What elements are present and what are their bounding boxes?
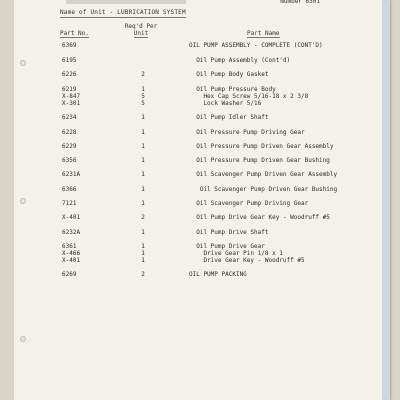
quantity: 1: [141, 114, 145, 121]
part-name: Oil Scavenger Pump Driven Gear Assembly: [189, 171, 338, 178]
quantity: 1: [141, 129, 145, 136]
part-number: 6366: [62, 186, 77, 193]
part-number: 6231A: [62, 171, 81, 178]
page-number-label: Number 6301: [280, 0, 320, 5]
part-name: Oil Pump Drive Gear Key - Woodruff #5: [189, 214, 330, 221]
document-page: [14, 0, 390, 400]
quantity: 1: [141, 186, 145, 193]
part-name: Oil Pressure Pump Driving Gear: [189, 129, 305, 136]
quantity: 1 1 1: [141, 243, 145, 264]
part-number: 6361 X-466 X-401: [62, 243, 81, 264]
part-name: Oil Pump Body Gasket: [189, 71, 269, 78]
part-number: 6229: [62, 143, 77, 150]
part-number: 6369: [62, 42, 77, 49]
part-name: Oil Pressure Pump Driven Gear Bushing: [189, 157, 330, 164]
req-header-line1: Req'd Per: [124, 23, 158, 30]
part-name: Oil Pump Pressure Body Hex Cap Screw 5/16-18 x 2 3/8 Lock Washer 5/16: [196, 86, 309, 107]
part-number: 7121: [62, 200, 77, 207]
part-number: X-401: [62, 214, 81, 221]
part-number: 6234: [62, 114, 77, 121]
part-name: Oil Pressure Pump Driven Gear Assembly: [189, 143, 334, 150]
part-number: 6219 X-847 X-301: [62, 86, 81, 107]
part-name: Oil Pump Drive Shaft: [189, 229, 269, 236]
quantity: 1: [141, 200, 145, 207]
page-edge: [382, 0, 390, 400]
part-number: 6356: [62, 157, 77, 164]
part-number: 6226: [62, 71, 77, 78]
punch-hole: [20, 336, 26, 342]
part-name: Oil Scavenger Pump Driven Gear Bushing: [189, 186, 338, 193]
cut-off-title: [66, 0, 186, 4]
part-number: 6228: [62, 129, 77, 136]
part-no-header: Part No.: [60, 30, 89, 37]
part-number: 6195: [62, 57, 77, 64]
cut-off-header: [14, 0, 390, 8]
part-name: Oil Pump Assembly (Cont'd): [189, 57, 291, 64]
punch-hole: [20, 60, 26, 66]
quantity: 1 5 5: [141, 86, 145, 107]
part-name: Oil Pump Idler Shaft: [189, 114, 269, 121]
quantity: 1: [141, 171, 145, 178]
quantity: 1: [141, 157, 145, 164]
quantity: 1: [141, 143, 145, 150]
part-name-header: Part Name: [247, 30, 280, 37]
punch-hole: [20, 198, 26, 204]
req-per-unit-header: [115, 23, 167, 38]
part-name: OIL PUMP PACKING: [189, 271, 247, 278]
req-header-line2: Unit: [133, 30, 149, 37]
part-number: 6269: [62, 271, 77, 278]
quantity: 1: [141, 229, 145, 236]
part-name: Oil Pump Drive Gear Drive Gear Pin 1/8 x 1 Drive Gear Key - Woodruff #5: [196, 243, 305, 264]
part-name: OIL PUMP ASSEMBLY - COMPLETE (CONT'D): [189, 42, 323, 49]
part-name: Oil Scavenger Pump Driving Gear: [189, 200, 309, 207]
part-number: 6232A: [62, 229, 81, 236]
quantity: 2: [141, 271, 145, 278]
quantity: 2: [141, 71, 145, 78]
unit-name-line: Name of Unit - LUBRICATION SYSTEM: [60, 9, 186, 16]
quantity: 2: [141, 214, 145, 221]
